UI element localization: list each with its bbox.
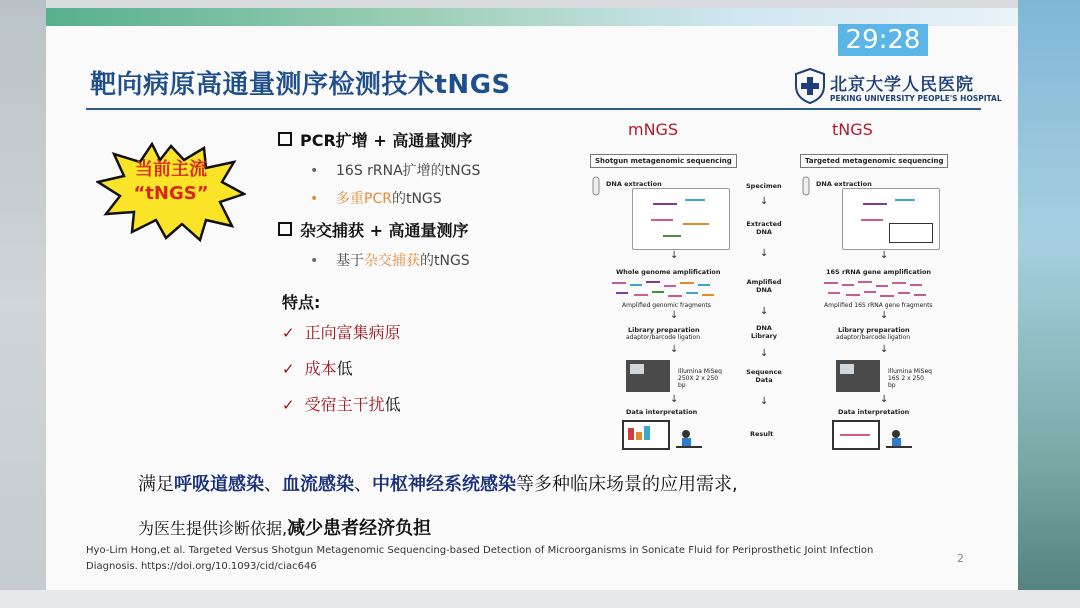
body-line-1 (138, 470, 738, 496)
mngs-library-sub: adaptor/barcode ligation (626, 334, 700, 341)
highlight-text: 杂交捕获 (364, 253, 420, 269)
background-bottom (0, 590, 1080, 608)
list-item-text: 16S rRNA扩增的tNGS (336, 163, 481, 179)
tngs-interpretation: Data interpretation (838, 408, 910, 416)
mngs-amplification: Whole genome amplification (616, 268, 721, 276)
body-text: 、 (264, 474, 282, 495)
check-icon: ✓ (282, 396, 295, 414)
middle-step-sequence: Sequence Data (746, 368, 782, 384)
feature-red-text: 受宿主干扰 (304, 395, 385, 414)
sample-tube-icon (592, 176, 600, 198)
mngs-method-box: Shotgun metagenomic sequencing (590, 154, 737, 168)
dot-bullet: • (310, 163, 319, 179)
slide-title: 靶向病原高通量测序检测技术tNGS (90, 70, 511, 100)
reference-line-2: Diagnosis. https://doi.org/10.1093/cid/ciac646 (86, 561, 317, 572)
reference-line-1: Hyo-Lim Hong,et al. Targeted Versus Shotgun Metagenomic Sequencing-based Detection of Microorganisms in Sonicate Fluid for Periprosthetic Joint Infection (86, 545, 874, 556)
down-arrow-icon: ↓ (760, 248, 769, 259)
body-line-2 (138, 514, 431, 540)
middle-step-extracted: Extracted DNA (746, 220, 782, 236)
list-item (310, 250, 470, 270)
down-arrow-icon: ↓ (760, 196, 769, 207)
monitor-icon (832, 420, 880, 450)
tngs-organism-panel (842, 188, 940, 250)
hospital-logo (794, 68, 1002, 108)
down-arrow-icon: ↓ (880, 394, 889, 405)
reference-citation (86, 543, 873, 575)
middle-step-amplified: Amplified DNA (746, 278, 782, 294)
mngs-title: mNGS (628, 120, 679, 139)
down-arrow-icon: ↓ (760, 306, 769, 317)
body-bold-text: 中枢神经系统感染 (372, 474, 516, 495)
list-item (310, 188, 442, 208)
page-number: 2 (957, 552, 964, 565)
hospital-emblem-icon (794, 68, 826, 104)
mngs-dna-extraction: DNA extraction (606, 180, 662, 188)
logo-chinese-name: 北京大学人民医院 (830, 75, 974, 95)
dot-bullet: • (310, 253, 319, 269)
mngs-interpretation: Data interpretation (626, 408, 698, 416)
down-arrow-icon: ↓ (670, 344, 679, 355)
title-underline (86, 108, 981, 110)
list-item-text: 基于 (336, 253, 364, 269)
list-item (310, 160, 480, 180)
burst-badge-text (96, 158, 246, 206)
check-icon: ✓ (282, 324, 295, 342)
body-text: 为医生提供诊断依据, (138, 519, 288, 538)
feature-item (282, 392, 401, 415)
middle-step-specimen: Specimen (746, 182, 782, 190)
background-right (1018, 0, 1080, 608)
sequencer-icon (626, 360, 670, 392)
timer-badge: 29:28 (838, 24, 928, 56)
logo-english-name: PEKING UNIVERSITY PEOPLE'S HOSPITAL (830, 94, 1002, 103)
mngs-library: Library preparation (628, 326, 700, 334)
badge-line-2: “tNGS” (133, 183, 209, 204)
body-text: 、 (354, 474, 372, 495)
check-icon: ✓ (282, 360, 295, 378)
list-item-text: 的tNGS (391, 191, 442, 207)
section-hybrid-heading (278, 218, 469, 241)
mngs-sequencer-label: Illumina MiSeq 250X 2 x 250 bp (678, 368, 722, 389)
body-text: 满足 (138, 474, 174, 495)
tngs-dna-extraction: DNA extraction (816, 180, 872, 188)
down-arrow-icon: ↓ (880, 310, 889, 321)
down-arrow-icon: ↓ (670, 394, 679, 405)
slide (46, 8, 1018, 590)
square-bullet-icon (278, 132, 292, 146)
feature-red-text: 正向富集病原 (304, 323, 401, 342)
body-bold-text: 减少患者经济负担 (287, 518, 432, 539)
monitor-icon (622, 420, 670, 450)
feature-black-text: 低 (336, 359, 353, 378)
section-pcr-heading (278, 128, 472, 151)
down-arrow-icon: ↓ (760, 396, 769, 407)
mngs-fragments-label: Amplified genomic fragments (622, 302, 711, 309)
background-left (0, 0, 46, 608)
tngs-fragments-label: Amplified 16S rRNA gene fragments (824, 302, 933, 309)
feature-red-text: 成本 (304, 359, 337, 378)
down-arrow-icon: ↓ (670, 250, 679, 261)
sequencer-icon (836, 360, 880, 392)
highlight-text: 多重PCR (336, 191, 392, 207)
feature-item (282, 356, 353, 379)
tngs-amplification: 16S rRNA gene amplification (826, 268, 932, 276)
feature-black-text: 低 (384, 395, 401, 414)
down-arrow-icon: ↓ (880, 344, 889, 355)
body-bold-text: 呼吸道感染 (174, 474, 264, 495)
badge-line-1: 当前主流 (135, 159, 207, 180)
square-bullet-icon (278, 222, 292, 236)
tngs-library: Library preparation (838, 326, 910, 334)
feature-item (282, 320, 401, 343)
person-at-desk-icon (884, 428, 914, 452)
down-arrow-icon: ↓ (670, 310, 679, 321)
list-item-text-post: 的tNGS (420, 253, 470, 269)
middle-step-library: DNA Library (750, 324, 778, 340)
tngs-title: tNGS (832, 120, 873, 139)
down-arrow-icon: ↓ (760, 348, 769, 359)
tngs-sequencer-label: Illumina MiSeq 16S 2 x 250 bp (888, 368, 932, 389)
section-pcr-heading-text: PCR扩增 + 高通量测序 (300, 131, 473, 150)
body-text: 等多种临床场景的应用需求, (516, 474, 738, 495)
sample-tube-icon (802, 176, 810, 198)
mngs-organism-panel (632, 188, 730, 250)
section-hybrid-heading-text: 杂交捕获 + 高通量测序 (300, 221, 469, 240)
person-at-desk-icon (674, 428, 704, 452)
tngs-library-sub: adaptor/barcode ligation (836, 334, 910, 341)
middle-step-result: Result (750, 430, 774, 438)
features-heading: 特点: (282, 293, 321, 312)
body-bold-text: 血流感染 (282, 474, 354, 495)
dot-bullet: • (310, 191, 319, 207)
down-arrow-icon: ↓ (880, 250, 889, 261)
tngs-method-box: Targeted metagenomic sequencing (800, 154, 948, 168)
